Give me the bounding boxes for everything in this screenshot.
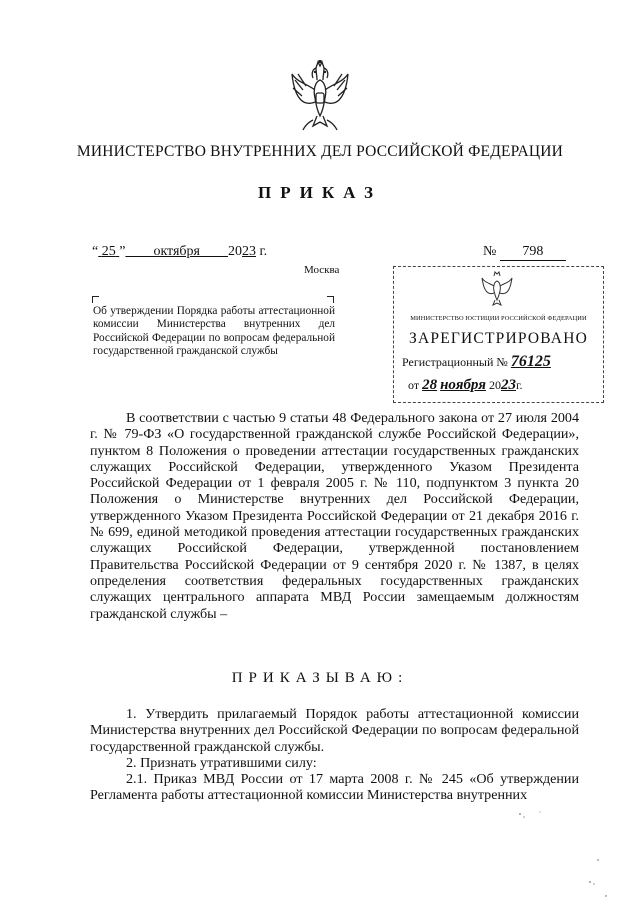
order-subject: Об утверждении Порядка работы аттестационной комиссии Министерства внутренних дел Российской Федерации по вопросам федеральной государственной гражданской службы — [93, 305, 335, 357]
coat-of-arms-emblem — [289, 60, 351, 134]
stamp-date-year-abbr: г. — [515, 378, 523, 392]
stamp-ministry: МИНИСТЕРСТВО ЮСТИЦИИ РОССИЙСКОЙ ФЕДЕРАЦИИ — [410, 315, 587, 322]
stamp-date-day: 28 — [422, 377, 438, 393]
order-date — [92, 244, 267, 260]
registration-stamp — [393, 266, 604, 403]
scan-specks — [510, 808, 620, 898]
stamp-date-year-prefix: 20 — [488, 378, 501, 392]
stamp-emblem — [480, 271, 514, 307]
order-item-1: 1. Утвердить прилагаемый Порядок работы аттестационной комиссии Министерства внутренних дел Российской Федерации по вопросам федеральной государственной гражданской службы. — [90, 706, 579, 755]
stamp-date-year-suffix: 23 — [500, 377, 516, 393]
date-open-quote: “ — [92, 244, 99, 259]
orders-heading: ПРИКАЗЫВАЮ: — [231, 670, 409, 686]
ministry-name: МИНИСТЕРСТВО ВНУТРЕННИХ ДЕЛ РОССИЙСКОЙ ФЕДЕРАЦИИ — [76, 143, 564, 160]
date-month: октября — [153, 244, 200, 259]
number-sign: № — [483, 244, 497, 259]
stamp-date-prefix: от — [408, 378, 420, 392]
order-item-2: 2. Признать утратившими силу: — [126, 754, 317, 771]
city: Москва — [304, 264, 340, 276]
stamp-reg-number: 76125 — [510, 353, 551, 370]
order-item-2-1: 2.1. Приказ МВД России от 17 марта 2008 г. № 245 «Об утверждении Регламента работы аттестационной комиссии Министерства внутренних — [90, 771, 579, 804]
date-year-suffix: 23 — [242, 244, 256, 259]
stamp-registration-date — [408, 377, 523, 394]
order-items — [90, 706, 579, 804]
stamp-registration-number — [402, 353, 551, 371]
subject-bracket-right — [327, 296, 334, 303]
preamble — [90, 410, 579, 622]
date-close-quote: ” — [119, 244, 126, 259]
stamp-date-month: ноября — [440, 377, 486, 393]
document-type-title: ПРИКАЗ — [258, 183, 382, 202]
date-year-abbr: г. — [259, 244, 268, 259]
stamp-reg-label: Регистрационный № — [402, 355, 508, 369]
preamble-paragraph: В соответствии с частью 9 статьи 48 Федерального закона от 27 июля 2004 г. № 79-ФЗ «О государственной гражданской службе Российской Федерации», пунктом 8 Положения о проведении аттестации государственных гражданских служащих Российской Федерации, утвержденного Указом Президента Российской Федерации от 1 февраля 2005 г. № 110, подпунктом 3 пункта 20 Положения о Министерстве внутренних дел Российской Федерации, утвержденного Указом Президента Российской Федерации от 21 декабря 2016 г. № 699, единой методикой проведения аттестации государственных гражданских служащих Российской Федерации, утвержденной постановлением Правительства Российской Федерации от 9 сентября 2020 г. № 1387, в целях определения соответствия федеральных государственных гражданских служащих центрального аппарата МВД России замещаемым должностям гражданской службы – — [90, 410, 579, 622]
date-year-prefix: 20 — [228, 244, 242, 259]
date-day: 25 — [101, 244, 116, 259]
stamp-registered: ЗАРЕГИСТРИРОВАНО — [409, 330, 588, 347]
order-number — [483, 244, 566, 261]
subject-bracket-left — [92, 296, 99, 303]
number-value: 798 — [500, 244, 566, 261]
